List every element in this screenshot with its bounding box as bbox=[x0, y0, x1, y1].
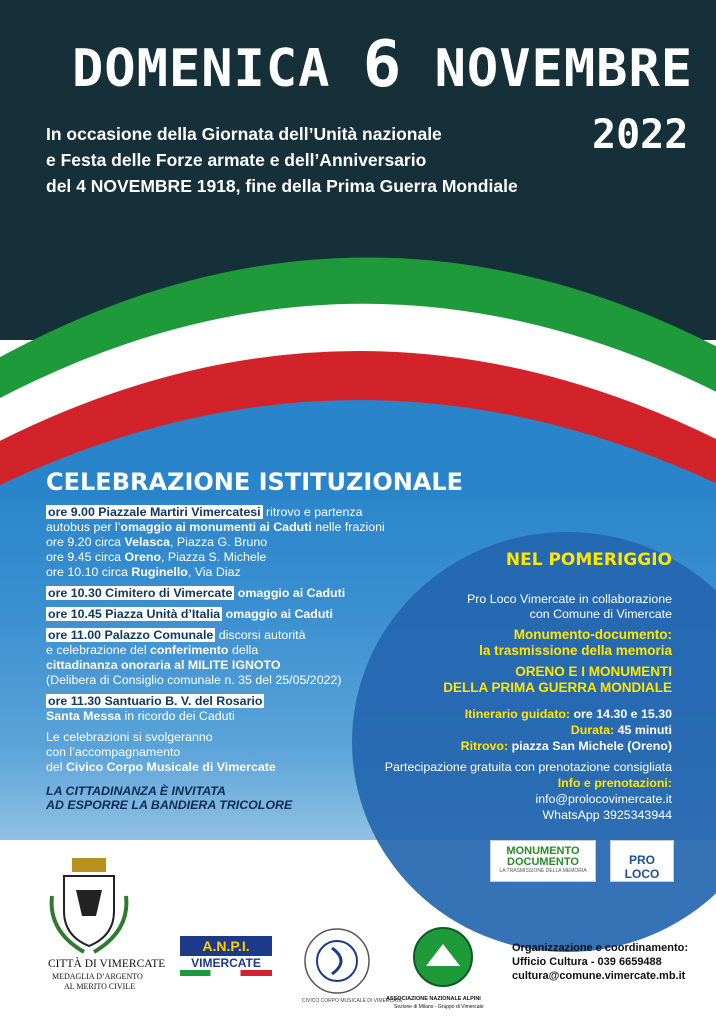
afternoon-value: ore 14.30 e 15.30 bbox=[570, 707, 672, 721]
program-line bbox=[46, 535, 267, 549]
logo-text: MONUMENTO bbox=[506, 845, 580, 857]
program-text: con l’accompagnamento bbox=[46, 745, 181, 759]
program-line bbox=[46, 607, 333, 621]
afternoon-label: Itinerario guidato: bbox=[464, 707, 571, 721]
logo-text: VIMERCATE bbox=[191, 956, 261, 970]
org-title: Organizzazione e coordinamento: bbox=[512, 942, 689, 954]
program-text: discorsi autorità bbox=[215, 628, 306, 642]
program-line bbox=[46, 520, 385, 534]
afternoon-subtitle: la trasmissione della memoria bbox=[479, 643, 672, 658]
logo-text: PRO LOCO bbox=[624, 853, 660, 881]
afternoon-line bbox=[461, 739, 672, 754]
program-bold: Ruginello bbox=[131, 565, 188, 579]
section-title: CELEBRAZIONE ISTITUZIONALE bbox=[46, 468, 464, 496]
program-text: , Via Diaz bbox=[187, 565, 241, 579]
city-medal: AL MERITO CIVILE bbox=[64, 982, 136, 991]
program-line bbox=[46, 643, 258, 657]
program-line bbox=[46, 550, 266, 564]
afternoon-value: 45 minuti bbox=[614, 723, 672, 737]
corpo-name: CIVICO CORPO MUSICALE DI VIMERCATE bbox=[302, 998, 403, 1004]
afternoon-value: piazza San Michele (Oreno) bbox=[508, 739, 672, 753]
program-line bbox=[46, 658, 281, 672]
program-text: ritrovo e partenza bbox=[262, 505, 363, 519]
afternoon-title: NEL POMERIGGIO bbox=[505, 550, 672, 570]
tricolore-stripe bbox=[180, 970, 272, 976]
program-line bbox=[46, 694, 264, 708]
afternoon-heading: DELLA PRIMA GUERRA MONDIALE bbox=[443, 680, 672, 695]
corpo-musicale-icon bbox=[302, 926, 372, 996]
program-bold: Oreno bbox=[124, 550, 162, 564]
program-time-place: ore 10.45 Piazza Unità d’Italia bbox=[48, 607, 221, 621]
org-email[interactable]: cultura@comune.vimercate.mb.it bbox=[512, 970, 686, 982]
intro-line-3: del 4 NOVEMBRE 1918, fine della Prima Guerra Mondiale bbox=[46, 176, 518, 196]
afternoon-whatsapp[interactable]: WhatsApp 3925343944 bbox=[542, 808, 672, 822]
program-text: autobus per l’ bbox=[46, 520, 121, 534]
program-line bbox=[46, 628, 306, 642]
program-text: della bbox=[228, 643, 259, 657]
program-text: , Piazza S. Michele bbox=[161, 550, 267, 564]
intro-line-1: In occasione della Giornata dell’Unità nazionale bbox=[46, 124, 442, 144]
program-bold: omaggio ai monumenti ai Caduti bbox=[120, 520, 312, 534]
afternoon-info-label: Info e prenotazioni: bbox=[557, 776, 672, 790]
monumento-documento-logo bbox=[490, 840, 596, 882]
logo-text: A.N.P.I. bbox=[180, 936, 272, 956]
alpini-abbr: A.N.A. bbox=[433, 960, 454, 967]
program-bold: Velasca bbox=[124, 535, 170, 549]
tricolore-arc bbox=[0, 200, 716, 500]
title-year: 2022 bbox=[592, 112, 689, 158]
afternoon-label: Durata: bbox=[570, 723, 615, 737]
program-text: nelle frazioni bbox=[311, 520, 385, 534]
program-bold: cittadinanza onoraria al MILITE IGNOTO bbox=[46, 658, 281, 672]
program-line bbox=[46, 586, 345, 600]
program-bold: Civico Corpo Musicale di Vimercate bbox=[65, 760, 276, 774]
city-name: CITTÀ DI VIMERCATE bbox=[48, 958, 166, 970]
page-title bbox=[72, 28, 693, 102]
title-day: 6 bbox=[362, 28, 403, 102]
invitation-line: AD ESPORRE LA BANDIERA TRICOLORE bbox=[46, 798, 293, 812]
program-line bbox=[46, 565, 241, 579]
afternoon-line bbox=[465, 707, 672, 722]
program-text: ore 9.20 circa bbox=[46, 535, 125, 549]
logo-text: DOCUMENTO bbox=[507, 856, 579, 868]
program-bold: omaggio ai Caduti bbox=[234, 586, 346, 600]
afternoon-heading: ORENO E I MONUMENTI bbox=[515, 664, 672, 679]
program-line bbox=[46, 709, 235, 723]
program-text: Le celebrazioni si svolgeranno bbox=[46, 730, 213, 744]
program-time-place: ore 11.00 Palazzo Comunale bbox=[48, 628, 214, 642]
alpini-name: ASSOCIAZIONE NAZIONALE ALPINI bbox=[386, 996, 481, 1002]
afternoon-subtitle: Monumento-documento: bbox=[513, 627, 672, 642]
program-text: (Delibera di Consiglio comunale n. 35 del 25/05/2022) bbox=[46, 673, 342, 687]
program-bold: conferimento bbox=[150, 643, 229, 657]
program-text: , Piazza G. Bruno bbox=[170, 535, 268, 549]
program-line bbox=[46, 745, 180, 759]
program-text: ore 10.10 circa bbox=[46, 565, 132, 579]
org-office: Ufficio Cultura - 039 6659488 bbox=[512, 956, 662, 968]
program-time-place: ore 10.30 Cimitero di Vimercate bbox=[48, 586, 233, 600]
program-line bbox=[46, 730, 213, 744]
program-time-place: ore 11.30 Santuario B. V. del Rosario bbox=[48, 694, 263, 708]
program-line bbox=[46, 505, 362, 519]
city-medal: MEDAGLIA D’ARGENTO bbox=[52, 972, 143, 981]
intro-line-2: e Festa delle Forze armate e dell’Anniversario bbox=[46, 150, 427, 170]
proloco-logo bbox=[610, 840, 674, 882]
program-text: ore 9.45 circa bbox=[46, 550, 125, 564]
afternoon-email[interactable]: info@prolocovimercate.it bbox=[535, 792, 672, 806]
afternoon-line bbox=[571, 723, 672, 738]
program-text: in ricordo dei Caduti bbox=[121, 709, 235, 723]
program-text: del bbox=[46, 760, 66, 774]
city-crest-icon bbox=[44, 856, 134, 956]
invitation-line: LA CITTADINANZA È INVITATA bbox=[46, 784, 226, 798]
afternoon-label: Ritrovo: bbox=[460, 739, 509, 753]
afternoon-line: con Comune di Vimercate bbox=[529, 607, 672, 621]
title-prefix: DOMENICA bbox=[72, 39, 331, 99]
title-month: NOVEMBRE bbox=[434, 39, 694, 99]
afternoon-line: Partecipazione gratuita con prenotazione consigliata bbox=[384, 760, 672, 774]
logo-text: LA TRASMISSIONE DELLA MEMORIA bbox=[499, 868, 587, 874]
program-time-place: ore 9.00 Piazzale Martiri Vimercatesi bbox=[48, 505, 261, 519]
program-line bbox=[46, 760, 276, 774]
afternoon-line: Pro Loco Vimercate in collaborazione bbox=[466, 592, 672, 606]
program-text: e celebrazione del bbox=[46, 643, 151, 657]
anpi-logo bbox=[180, 936, 272, 982]
alpini-icon bbox=[412, 926, 474, 988]
program-bold: omaggio ai Caduti bbox=[222, 607, 334, 621]
alpini-section: Sezione di Milano - Gruppo di Vimercate bbox=[394, 1004, 484, 1010]
program-line bbox=[46, 673, 342, 687]
program-bold: Santa Messa bbox=[46, 709, 122, 723]
